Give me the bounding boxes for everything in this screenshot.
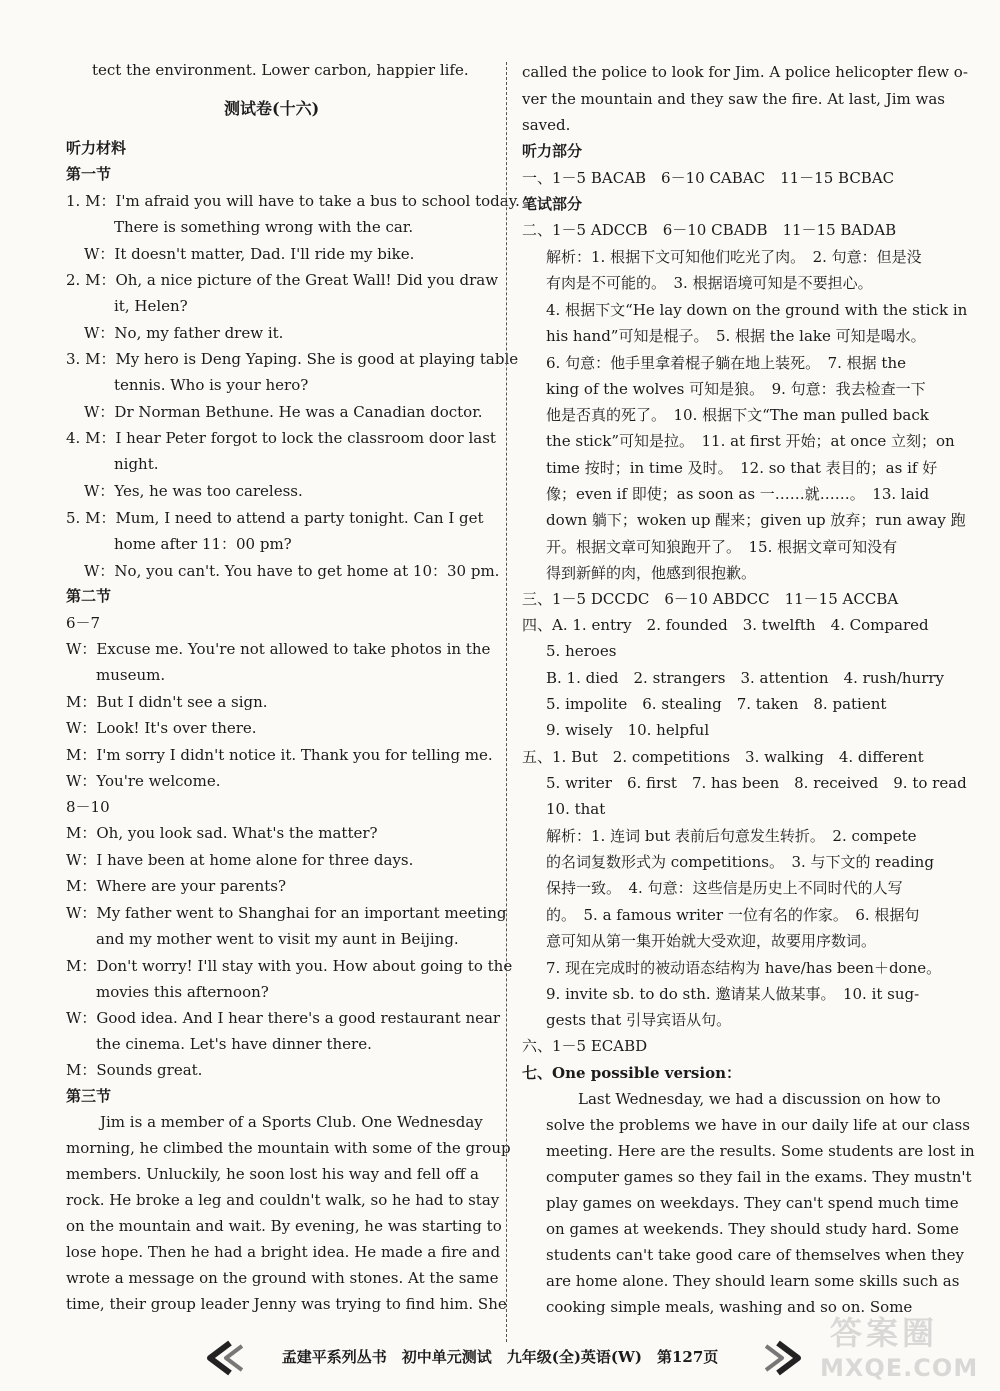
text-line: W：Dr Norman Bethune. He was a Canadian doctor. <box>84 403 483 421</box>
text-line: 的名词复数形式为 competitions。 3. 与下文的 reading <box>546 853 934 871</box>
text-line: 四、A. 1. entry 2. founded 3. twelfth 4. Compared <box>522 616 929 634</box>
text-line: tennis. Who is your hero? <box>114 376 309 394</box>
text-line: computer games so they fail in the exams. They mustn't <box>546 1168 972 1186</box>
text-line: rock. He broke a leg and couldn't walk, so he had to stay <box>66 1191 500 1209</box>
text-line: B. 1. died 2. strangers 3. attention 4. rush/hurry <box>546 669 945 687</box>
text-line: 有肉是不可能的。 3. 根据语境可知是不要担心。 <box>546 274 873 292</box>
text-line: 三、1－5 DCCDC 6－10 ABDCC 11－15 ACCBA <box>522 590 899 608</box>
text-line: 2. M：Oh, a nice picture of the Great Wall! Did you draw <box>66 271 499 289</box>
text-line: 5. impolite 6. stealing 7. taken 8. patient <box>546 695 887 713</box>
text-line: 5. heroes <box>546 642 617 660</box>
section-heading: 听力部分 <box>522 142 583 160</box>
footer-text: 孟建平系列丛书 初中单元测试 九年级(全)英语(W) 第127页 <box>281 1348 719 1366</box>
text-line: solve the problems we have in our daily life at our class <box>546 1116 970 1134</box>
text-line: 9. wisely 10. helpful <box>546 721 710 739</box>
text-line: members. Unluckily, he soon lost his way and fell off a <box>66 1165 479 1183</box>
text-line: and my mother went to visit my aunt in Beijing. <box>96 930 459 948</box>
text-line: saved. <box>522 116 571 134</box>
text-line: meeting. Here are the results. Some students are lost in <box>546 1142 975 1160</box>
text-line: 开。根据文章可知狼跑开了。 15. 根据文章可知没有 <box>546 538 898 556</box>
text-line: 6. 句意：他手里拿着棍子躺在地上装死。 7. 根据 the <box>546 354 906 372</box>
text-line: W：No, you can't. You have to get home at 10：30 pm. <box>84 562 500 580</box>
text-line: W：It doesn't matter, Dad. I'll ride my bike. <box>84 245 415 263</box>
text-line: the stick”可知是拉。 11. at first 开始；at once 立刻；on <box>546 432 955 450</box>
column-divider <box>506 62 507 1342</box>
text-line: ver the mountain and they saw the fire. At last, Jim was <box>522 90 945 108</box>
text-line: 保持一致。 4. 句意：这些信是历史上不同时代的人写 <box>546 879 903 897</box>
text-line: 3. M：My hero is Deng Yaping. She is good at playing table <box>66 350 519 368</box>
text-line: 他是否真的死了。 10. 根据下文“The man pulled back <box>546 406 929 424</box>
text-line: morning, he climbed the mountain with some of the group <box>66 1139 511 1157</box>
text-line: 5. M：Mum, I need to attend a party tonight. Can I get <box>66 509 484 527</box>
text-line: 六、1－5 ECABD <box>522 1037 648 1055</box>
text-line: play games on weekdays. They can't spend much time <box>546 1194 959 1212</box>
text-line: time, their group leader Jenny was trying to find him. She <box>66 1295 507 1313</box>
text-line: Jim is a member of a Sports Club. One Wednesday <box>100 1113 483 1131</box>
text-line: time 按时；in time 及时。 12. so that 表目的；as if 好 <box>546 459 938 477</box>
text-line: 5. writer 6. first 7. has been 8. received 9. to read <box>546 774 967 792</box>
text-line: 10. that <box>546 800 606 818</box>
section-heading: 七、One possible version： <box>522 1064 741 1082</box>
text-line: 1. M：I'm afraid you will have to take a bus to school today. <box>66 192 520 210</box>
text-line: 4. 根据下文“He lay down on the ground with the stick in <box>546 301 968 319</box>
text-line: Last Wednesday, we had a discussion on how to <box>578 1090 941 1108</box>
text-line: cooking simple meals, washing and so on. Some <box>546 1298 913 1316</box>
text-line: on games at weekends. They should study hard. Some <box>546 1220 959 1238</box>
arrow-right-icon <box>764 1340 804 1376</box>
section-heading: 第二节 <box>66 587 112 605</box>
text-line: M：Oh, you look sad. What's the matter? <box>66 824 378 842</box>
text-line: W：No, my father drew it. <box>84 324 284 342</box>
text-line: it, Helen? <box>114 297 188 315</box>
text-line: students can't take good care of themselves when they <box>546 1246 965 1264</box>
text-line: 解析：1. 连词 but 表前后句意发生转折。 2. compete <box>546 827 917 845</box>
text-line: W：Look! It's over there. <box>66 719 257 737</box>
text-line: W：I have been at home alone for three days. <box>66 851 414 869</box>
text-line: 得到新鲜的肉，他感到很抱歉。 <box>546 564 757 582</box>
text-line: 意可知从第一集开始就大受欢迎，故要用序数词。 <box>546 932 877 950</box>
text-line: wrote a message on the ground with stones. At the same <box>66 1269 499 1287</box>
section-heading: 第一节 <box>66 165 112 183</box>
text-line: called the police to look for Jim. A police helicopter flew o- <box>522 63 968 81</box>
text-line: the cinema. Let's have dinner there. <box>96 1035 372 1053</box>
text-line: 一、1－5 BACAB 6－10 CABAC 11－15 BCBAC <box>522 169 895 187</box>
text-line: M：Don't worry! I'll stay with you. How about going to the <box>66 957 513 975</box>
section-heading: 第三节 <box>66 1087 112 1105</box>
text-line: lose hope. Then he had a bright idea. He made a fire and <box>66 1243 501 1261</box>
text-line: M：Where are your parents? <box>66 877 287 895</box>
text-line: museum. <box>96 666 166 684</box>
section-heading: 听力材料 <box>66 139 127 157</box>
text-line: 像；even if 即使；as soon as 一……就……。 13. laid <box>546 485 930 503</box>
text-line: his hand”可知是棍子。 5. 根据 the lake 可知是喝水。 <box>546 327 926 345</box>
text-line: 的。 5. a famous writer 一位有名的作家。 6. 根据句 <box>546 906 920 924</box>
text-line: 7. 现在完成时的被动语态结构为 have/has been＋done。 <box>546 959 942 977</box>
text-line: 五、1. But 2. competitions 3. walking 4. different <box>522 748 924 766</box>
text-line: home after 11：00 pm? <box>114 535 292 553</box>
section-title: 测试卷(十六) <box>224 99 320 118</box>
text-line: 解析：1. 根据下文可知他们吃光了肉。 2. 句意：但是没 <box>546 248 922 266</box>
text-line: M：I'm sorry I didn't notice it. Thank you for telling me. <box>66 746 493 764</box>
watermark-top: 答案圈 <box>830 1314 939 1352</box>
text-line: down 躺下；woken up 醒来；given up 放弃；run away 跑 <box>546 511 966 529</box>
text-line: night. <box>114 455 159 473</box>
text-line: W：My father went to Shanghai for an important meeting <box>66 904 507 922</box>
text-line: 8－10 <box>66 798 110 816</box>
text-line: 6－7 <box>66 614 101 632</box>
text-line: 二、1－5 ADCCB 6－10 CBADB 11－15 BADAB <box>522 221 897 239</box>
text-line: are home alone. They should learn some skills such as <box>546 1272 960 1290</box>
text-line: M：Sounds great. <box>66 1061 203 1079</box>
text-line: M：But I didn't see a sign. <box>66 693 268 711</box>
text-line: W：Good idea. And I hear there's a good restaurant near <box>66 1009 501 1027</box>
text-line: 9. invite sb. to do sth. 邀请某人做某事。 10. it sug- <box>546 985 920 1003</box>
text-line: W：Excuse me. You're not allowed to take photos in the <box>66 640 491 658</box>
text-line: W：Yes, he was too careless. <box>84 482 303 500</box>
text-line: 4. M：I hear Peter forgot to lock the classroom door last <box>66 429 496 447</box>
text-line: king of the wolves 可知是狼。 9. 句意：我去检查一下 <box>546 380 926 398</box>
text-line: W：You're welcome. <box>66 772 221 790</box>
section-heading: 笔试部分 <box>522 195 583 213</box>
text-line: on the mountain and wait. By evening, he was starting to <box>66 1217 502 1235</box>
text-line: movies this afternoon? <box>96 983 269 1001</box>
arrow-left-icon <box>204 1340 244 1376</box>
watermark-logo <box>820 1308 990 1388</box>
text-line: There is something wrong with the car. <box>114 218 414 236</box>
text-line: tect the environment. Lower carbon, happier life. <box>92 61 469 79</box>
watermark-bottom: MXQE.COM <box>820 1354 979 1382</box>
text-line: gests that 引导宾语从句。 <box>546 1011 732 1029</box>
